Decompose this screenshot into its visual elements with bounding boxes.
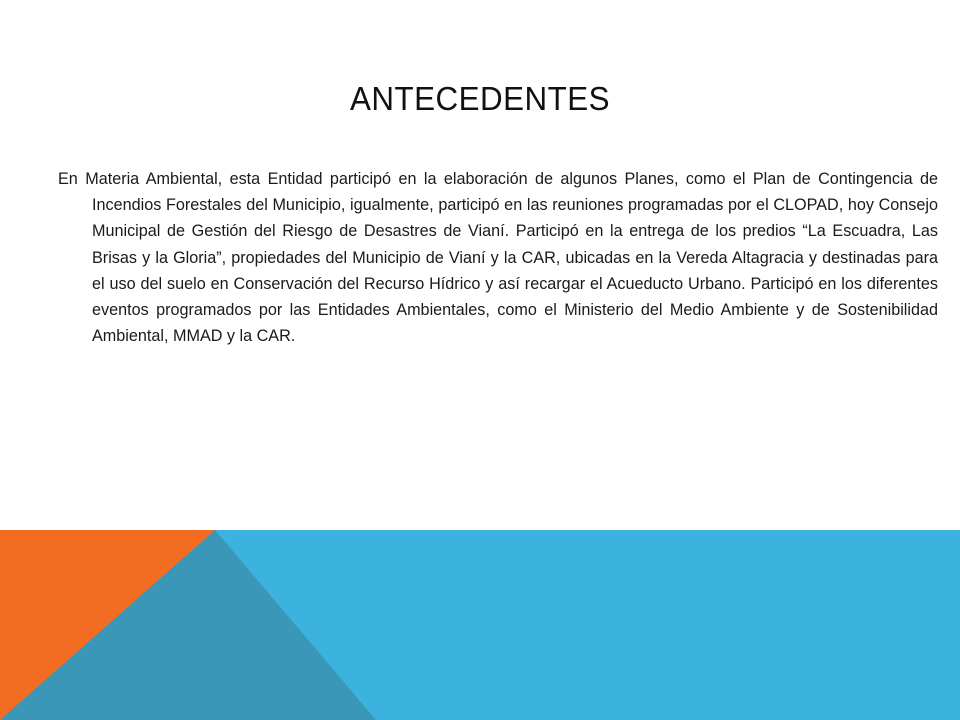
slide-body-text: En Materia Ambiental, esta Entidad participó en la elaboración de algunos Planes, como el Plan de Contingencia de Incendios Forestales del Municipio, igualmente, participó en las reuniones programadas por el CLOPAD, hoy Consejo Municipal de Gestión del Riesgo de Desastres de Vianí. Participó en la entrega de los predios “La Escuadra, Las Brisas y la Gloria”, propiedades del Municipio de Vianí y la CAR, ubicadas en la Vereda Altagracia y destinadas para el uso del suelo en Conservación del Recurso Hídrico y así recargar el Acueducto Urbano. Participó en los diferentes eventos programados por las Entidades Ambientales, como el Ministerio del Medio Ambiente y de Sostenibilidad Ambiental, MMAD y la CAR.	[58, 170, 938, 346]
decorative-banner	[0, 530, 960, 720]
slide-title: ANTECEDENTES	[349, 80, 611, 117]
